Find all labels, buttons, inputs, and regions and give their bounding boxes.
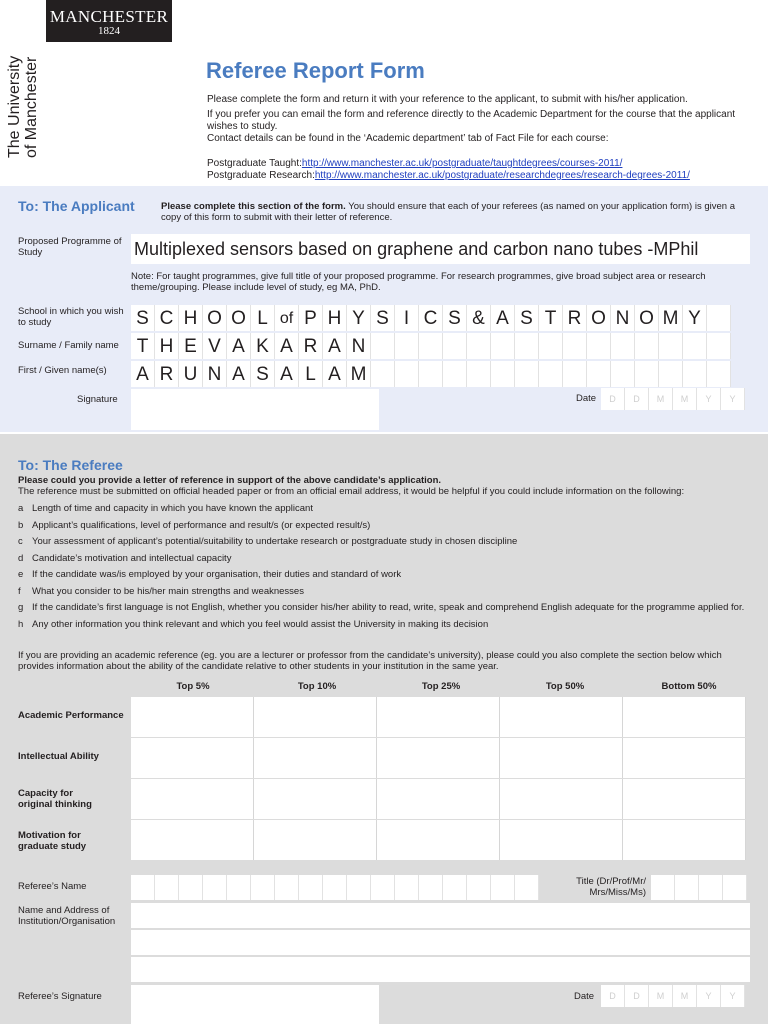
- rating-cell[interactable]: [500, 697, 623, 737]
- list-key: f: [18, 585, 21, 597]
- char-cell[interactable]: A: [323, 333, 347, 359]
- rating-cell[interactable]: [377, 779, 500, 819]
- row-label: Capacity for original thinking: [18, 788, 92, 810]
- pg-research-line: [207, 170, 747, 182]
- list-text: If the candidate’s first language is not English, whether you consider his/her ability to read, write, speak and comprehend English adequate for the programme applied for.: [32, 602, 745, 613]
- rating-cell[interactable]: [623, 738, 746, 778]
- date-field[interactable]: [601, 388, 745, 410]
- first-name-field[interactable]: [131, 361, 731, 387]
- list-key: a: [18, 503, 24, 514]
- char-cell[interactable]: [539, 361, 563, 387]
- institution-line-1[interactable]: [131, 903, 750, 928]
- page-title: Referee Report Form: [206, 58, 425, 83]
- referee-name-field[interactable]: [131, 875, 539, 900]
- applicant-instructions-rest: You should ensure that each of your referees (as named on your application form) is given a copy of this form to submit with their letter of reference.: [161, 201, 735, 223]
- char-cell[interactable]: P: [299, 305, 323, 331]
- date-cell[interactable]: M: [673, 388, 697, 410]
- date-cell[interactable]: Y: [721, 985, 745, 1007]
- char-cell[interactable]: [323, 875, 347, 900]
- char-cell[interactable]: S: [131, 305, 155, 331]
- list-text: Length of time and capacity in which you have known the applicant: [32, 503, 313, 514]
- char-cell[interactable]: M: [347, 361, 371, 387]
- rating-cell[interactable]: [500, 779, 623, 819]
- char-cell[interactable]: [371, 875, 395, 900]
- date-cell[interactable]: D: [601, 388, 625, 410]
- char-cell[interactable]: [515, 333, 539, 359]
- date-cell[interactable]: D: [625, 985, 649, 1007]
- list-item: [18, 553, 748, 564]
- signature-field[interactable]: [131, 389, 379, 430]
- rating-cell[interactable]: [623, 820, 746, 860]
- char-cell[interactable]: H: [323, 305, 347, 331]
- list-key: b: [18, 519, 24, 531]
- char-cell[interactable]: [699, 875, 723, 900]
- referee-signature-field[interactable]: [131, 985, 379, 1024]
- pg-taught-label: Postgraduate Taught:: [207, 158, 302, 169]
- date-cell[interactable]: Y: [697, 388, 721, 410]
- char-cell[interactable]: [659, 361, 683, 387]
- list-key: h: [18, 618, 24, 630]
- char-cell[interactable]: A: [227, 361, 251, 387]
- row-label: Intellectual Ability: [18, 751, 99, 762]
- institution-label: Name and Address of Institution/Organisation: [18, 905, 116, 927]
- list-text: Applicant’s qualifications, level of performance and result/s (or expected result/s): [32, 519, 371, 531]
- char-cell[interactable]: [723, 875, 747, 900]
- university-line-1: The University: [6, 55, 23, 158]
- char-cell[interactable]: [395, 361, 419, 387]
- referee-signature-label: Referee’s Signature: [18, 991, 102, 1002]
- rating-cell[interactable]: [254, 738, 377, 778]
- list-item: [18, 503, 748, 514]
- char-cell[interactable]: [515, 875, 539, 900]
- column-header: Top 10%: [297, 681, 337, 692]
- list-item: [18, 569, 748, 580]
- institution-line-2[interactable]: [131, 930, 750, 955]
- university-logo: [46, 0, 172, 42]
- char-cell[interactable]: [611, 333, 635, 359]
- char-cell[interactable]: [227, 875, 251, 900]
- char-cell[interactable]: [675, 875, 699, 900]
- school-field[interactable]: [131, 305, 731, 331]
- surname-label: Surname / Family name: [18, 340, 119, 351]
- date-cell[interactable]: D: [625, 388, 649, 410]
- rating-cell[interactable]: [377, 820, 500, 860]
- char-cell[interactable]: K: [251, 333, 275, 359]
- programme-field[interactable]: Multiplexed sensors based on graphene and carbon nano tubes -MPhil: [131, 234, 750, 264]
- referee-heading: To: The Referee: [18, 457, 123, 473]
- row-label: Motivation for graduate study: [18, 830, 87, 852]
- institution-line-3[interactable]: [131, 957, 750, 982]
- char-cell[interactable]: O: [635, 305, 659, 331]
- pg-taught-link[interactable]: http://www.manchester.ac.uk/postgraduate/taughtdegrees/courses-2011/: [301, 158, 623, 169]
- rating-cell[interactable]: [500, 738, 623, 778]
- char-cell[interactable]: O: [227, 305, 251, 331]
- char-cell[interactable]: R: [563, 305, 587, 331]
- list-text: What you consider to be his/her main strengths and weaknesses: [32, 585, 304, 597]
- rating-row: [131, 820, 746, 860]
- char-cell[interactable]: [419, 875, 443, 900]
- rating-cell[interactable]: [623, 779, 746, 819]
- list-text: Candidate’s motivation and intellectual capacity: [32, 552, 232, 564]
- rating-cell[interactable]: [254, 697, 377, 737]
- char-cell[interactable]: [419, 333, 443, 359]
- referee-title-field[interactable]: [651, 875, 747, 900]
- rating-cell[interactable]: [131, 697, 254, 737]
- char-cell[interactable]: U: [179, 361, 203, 387]
- char-cell[interactable]: [467, 361, 491, 387]
- char-cell[interactable]: M: [659, 305, 683, 331]
- char-cell[interactable]: N: [611, 305, 635, 331]
- char-cell[interactable]: [707, 305, 731, 331]
- char-cell[interactable]: H: [155, 333, 179, 359]
- referee-request-bold: Please could you provide a letter of reference in support of the above candidate’s application.: [18, 475, 442, 486]
- char-cell[interactable]: L: [251, 305, 275, 331]
- char-cell[interactable]: [275, 875, 299, 900]
- char-cell[interactable]: N: [203, 361, 227, 387]
- referee-date-label: Date: [574, 991, 595, 1002]
- char-cell[interactable]: [467, 875, 491, 900]
- char-cell[interactable]: S: [443, 305, 467, 331]
- rating-row: [131, 738, 746, 778]
- char-cell[interactable]: T: [131, 333, 155, 359]
- rating-cell[interactable]: [254, 779, 377, 819]
- rating-cell[interactable]: [500, 820, 623, 860]
- char-cell[interactable]: of: [275, 305, 299, 331]
- intro-text-1: Please complete the form and return it with your reference to the applicant, to submit with his/her application.: [207, 94, 688, 105]
- list-key: g: [18, 602, 24, 613]
- intro-text-2: If you prefer you can email the form and reference directly to the Academic Department for the course that the applicant wishes to study.: [207, 109, 736, 132]
- column-header: Top 25%: [421, 681, 461, 692]
- char-cell[interactable]: Y: [347, 305, 371, 331]
- programme-label: Proposed Programme of Study: [18, 236, 122, 258]
- char-cell[interactable]: [371, 361, 395, 387]
- char-cell[interactable]: C: [155, 305, 179, 331]
- char-cell[interactable]: [155, 875, 179, 900]
- rating-cell[interactable]: [131, 820, 254, 860]
- referee-title-label: Title (Dr/Prof/Mr/ Mrs/Miss/Ms): [576, 876, 646, 898]
- char-cell[interactable]: [587, 361, 611, 387]
- char-cell[interactable]: A: [275, 361, 299, 387]
- applicant-instructions: [161, 201, 751, 223]
- rating-columns: [131, 681, 751, 692]
- char-cell[interactable]: [395, 333, 419, 359]
- date-cell[interactable]: Y: [721, 388, 745, 410]
- char-cell[interactable]: E: [179, 333, 203, 359]
- logo-year: 1824: [98, 25, 120, 37]
- char-cell[interactable]: [683, 333, 707, 359]
- date-cell[interactable]: M: [649, 985, 673, 1007]
- char-cell[interactable]: A: [275, 333, 299, 359]
- signature-label: Signature: [77, 394, 118, 405]
- date-label: Date: [576, 393, 597, 404]
- char-cell[interactable]: [707, 361, 731, 387]
- school-label: School in which you wish to study: [18, 306, 124, 328]
- char-cell[interactable]: [683, 361, 707, 387]
- char-cell[interactable]: O: [203, 305, 227, 331]
- list-item: [18, 602, 748, 613]
- list-item: [18, 619, 748, 630]
- char-cell[interactable]: [419, 361, 443, 387]
- rating-row: [131, 779, 746, 819]
- char-cell[interactable]: [443, 875, 467, 900]
- referee-info-list: [18, 503, 748, 635]
- date-cell[interactable]: D: [601, 985, 625, 1007]
- date-cell[interactable]: M: [673, 985, 697, 1007]
- char-cell[interactable]: [659, 333, 683, 359]
- rating-cell[interactable]: [131, 779, 254, 819]
- char-cell[interactable]: H: [179, 305, 203, 331]
- char-cell[interactable]: [251, 875, 275, 900]
- pg-research-link[interactable]: http://www.manchester.ac.uk/postgraduate/researchdegrees/research-degrees-2011/: [314, 170, 690, 181]
- list-item: [18, 520, 748, 531]
- rating-row: [131, 697, 746, 737]
- date-cell[interactable]: M: [649, 388, 673, 410]
- list-item: [18, 586, 748, 597]
- char-cell[interactable]: [371, 333, 395, 359]
- applicant-instructions-bold: Please complete this section of the form.: [161, 201, 346, 212]
- char-cell[interactable]: S: [371, 305, 395, 331]
- referee-date-field[interactable]: [601, 985, 745, 1007]
- rating-cell[interactable]: [377, 697, 500, 737]
- char-cell[interactable]: [491, 361, 515, 387]
- char-cell[interactable]: S: [251, 361, 275, 387]
- logo-name: MANCHESTER: [49, 7, 169, 26]
- char-cell[interactable]: [635, 333, 659, 359]
- char-cell[interactable]: [635, 361, 659, 387]
- date-cell[interactable]: Y: [697, 985, 721, 1007]
- char-cell[interactable]: L: [299, 361, 323, 387]
- char-cell[interactable]: Y: [683, 305, 707, 331]
- referee-request-text: The reference must be submitted on official headed paper or from an official email address, it would be helpful if you could include information on the following:: [18, 486, 685, 497]
- char-cell[interactable]: T: [539, 305, 563, 331]
- column-header: Bottom 50%: [661, 681, 717, 692]
- char-cell[interactable]: A: [491, 305, 515, 331]
- char-cell[interactable]: A: [131, 361, 155, 387]
- char-cell[interactable]: R: [155, 361, 179, 387]
- rating-cell[interactable]: [254, 820, 377, 860]
- char-cell[interactable]: [587, 333, 611, 359]
- char-cell[interactable]: &: [467, 305, 491, 331]
- pg-research-label: Postgraduate Research:: [207, 170, 315, 181]
- list-key: d: [18, 552, 24, 564]
- char-cell[interactable]: [491, 875, 515, 900]
- char-cell[interactable]: A: [227, 333, 251, 359]
- applicant-heading: To: The Applicant: [18, 198, 135, 214]
- char-cell[interactable]: [515, 361, 539, 387]
- char-cell[interactable]: [179, 875, 203, 900]
- char-cell[interactable]: [539, 333, 563, 359]
- first-name-label: First / Given name(s): [18, 365, 107, 376]
- referee-name-label: Referee’s Name: [18, 881, 87, 892]
- list-text: Your assessment of applicant’s potential/suitability to undertake research or postgraduate study in chosen discipline: [32, 536, 518, 547]
- char-cell[interactable]: [651, 875, 675, 900]
- char-cell[interactable]: V: [203, 333, 227, 359]
- row-label: Academic Performance: [18, 710, 124, 721]
- pg-taught-line: [207, 158, 747, 170]
- char-cell[interactable]: [491, 333, 515, 359]
- list-item: [18, 536, 748, 547]
- academic-note: If you are providing an academic reference (eg. you are a lecturer or professor from the candidate’s university), please could you also complete the section below which provides information about the ability of the candidate relative to other students in your institution in the same year.: [18, 650, 722, 672]
- char-cell[interactable]: C: [419, 305, 443, 331]
- char-cell[interactable]: O: [587, 305, 611, 331]
- char-cell[interactable]: [707, 333, 731, 359]
- column-header: Top 5%: [176, 681, 210, 692]
- list-text: Any other information you think relevant and which you feel would assist the University in making its decision: [32, 618, 489, 630]
- char-cell[interactable]: [611, 361, 635, 387]
- char-cell[interactable]: [395, 875, 419, 900]
- intro-text-3: Contact details can be found in the ‘Academic department’ tab of Fact File for each course:: [207, 133, 609, 144]
- list-key: c: [18, 536, 23, 547]
- char-cell[interactable]: A: [323, 361, 347, 387]
- char-cell[interactable]: [467, 333, 491, 359]
- list-key: e: [18, 569, 24, 580]
- rating-cell[interactable]: [377, 738, 500, 778]
- char-cell[interactable]: [563, 333, 587, 359]
- list-text: If the candidate was/is employed by your organisation, their duties and standard of work: [32, 569, 402, 580]
- char-cell[interactable]: [299, 875, 323, 900]
- programme-note: Note: For taught programmes, give full title of your proposed programme. For research programmes, give broad subject area or research theme/grouping. Please include level of study, eg MA, PhD.: [131, 271, 706, 293]
- char-cell[interactable]: R: [299, 333, 323, 359]
- char-cell[interactable]: N: [347, 333, 371, 359]
- char-cell[interactable]: [563, 361, 587, 387]
- char-cell[interactable]: [443, 361, 467, 387]
- char-cell[interactable]: [203, 875, 227, 900]
- char-cell[interactable]: [347, 875, 371, 900]
- rating-cell[interactable]: [623, 697, 746, 737]
- university-line-2: of Manchester: [23, 56, 40, 158]
- char-cell[interactable]: I: [395, 305, 419, 331]
- university-wordmark: [6, 26, 46, 158]
- char-cell[interactable]: S: [515, 305, 539, 331]
- surname-field[interactable]: [131, 333, 731, 359]
- column-header: Top 50%: [545, 681, 585, 692]
- char-cell[interactable]: [131, 875, 155, 900]
- char-cell[interactable]: [443, 333, 467, 359]
- rating-cell[interactable]: [131, 738, 254, 778]
